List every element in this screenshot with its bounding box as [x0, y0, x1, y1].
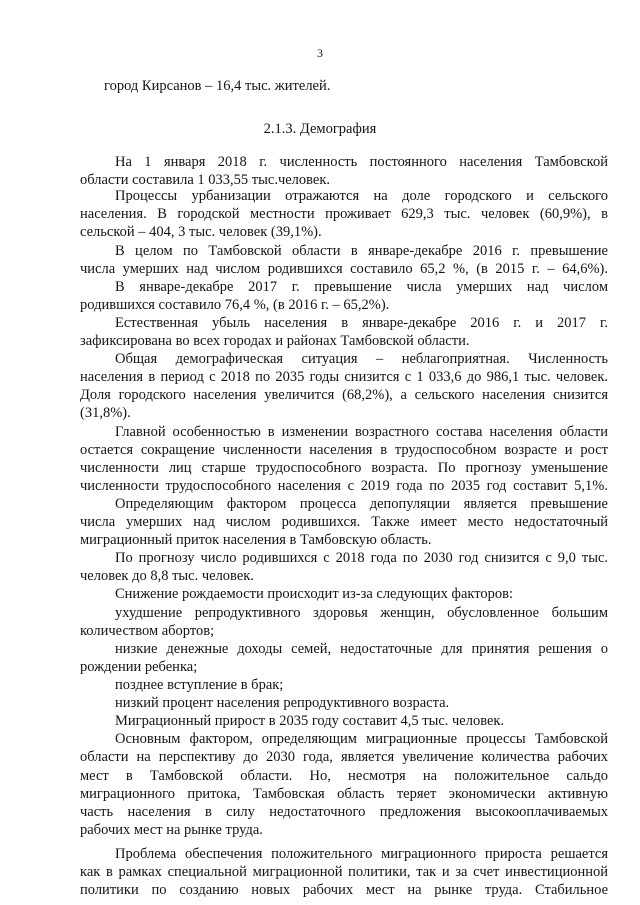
text-line: ухудшение репродуктивного здоровья женщин, обусловленное большим — [115, 605, 608, 621]
text-line: области на перспективу до 2030 года, является увеличение количества рабочих — [80, 749, 608, 765]
text-line: (31,8%). — [80, 405, 131, 421]
top-line: город Кирсанов – 16,4 тыс. жителей. — [104, 78, 331, 94]
text-line: количеством абортов; — [80, 623, 215, 639]
text-line: миграционного притока, Тамбовская область теряет экономически активную — [80, 786, 608, 802]
text-line: Главной особенностью в изменении возрастного состава населения области — [115, 424, 608, 440]
text-line: Определяющим фактором процесса депопуляции является превышение — [115, 496, 608, 512]
text-line: Естественная убыль населения в январе-декабре 2016 г. и 2017 г. — [115, 315, 608, 331]
text-line: человек до 8,8 тыс. человек. — [80, 568, 254, 584]
text-line: часть населения в силу недостаточного предложения высокооплачиваемых — [80, 804, 608, 820]
text-line: численности трудоспособного населения с 2019 года по 2035 год составит 5,1%. — [80, 478, 608, 494]
text-line: области составила 1 033,55 тыс.человек. — [80, 172, 331, 188]
text-line: позднее вступление в брак; — [115, 677, 284, 693]
text-line: числа умерших над числом родившихся составило 65,2 %, (в 2015 г. – 64,6%). — [80, 261, 608, 277]
text-line: сельской – 404, 3 тыс. человек (39,1%). — [80, 224, 322, 240]
text-line: По прогнозу число родившихся с 2018 года по 2030 год снизится с 9,0 тыс. — [115, 550, 608, 566]
text-line: Снижение рождаемости происходит из-за следующих факторов: — [115, 586, 514, 602]
text-line: миграционный приток населения в Тамбовскую область. — [80, 532, 432, 548]
section-heading: 2.1.3. Демография — [263, 121, 377, 137]
text-line: В целом по Тамбовской области в январе-декабре 2016 г. превышение — [115, 243, 608, 259]
text-line: Основным фактором, определяющим миграционные процессы Тамбовской — [115, 731, 608, 747]
text-line: Проблема обеспечения положительного миграционного прироста решается — [115, 846, 608, 862]
text-line: населения. В городской местности проживает 629,3 тыс. человек (60,9%), в — [80, 206, 608, 222]
text-line: зафиксирована во всех городах и районах Тамбовской области. — [80, 333, 470, 349]
text-line: рождении ребенка; — [80, 659, 198, 675]
text-line: родившихся составило 76,4 %, (в 2016 г. – 65,2%). — [80, 297, 390, 313]
text-line: политики по созданию новых рабочих мест на рынке труда. Стабильное — [80, 882, 608, 898]
text-line: Доля городского населения увеличится (68,2%), а сельского населения снизится — [80, 387, 608, 403]
text-line: На 1 января 2018 г. численность постоянного населения Тамбовской — [115, 154, 608, 170]
text-line: Процессы урбанизации отражаются на доле городского и сельского — [115, 188, 608, 204]
text-line: численности лиц старше трудоспособного возраста. По прогнозу уменьшение — [80, 460, 608, 476]
text-line: мест в Тамбовской области. Но, несмотря на положительное сальдо — [80, 768, 608, 784]
text-line: Общая демографическая ситуация – неблагоприятная. Численность — [115, 351, 608, 367]
text-line: низкий процент населения репродуктивного возраста. — [115, 695, 450, 711]
text-line: как в рамках специальной миграционной политики, так и за счет инвестиционной — [80, 864, 608, 880]
text-line: числа умерших над числом родившихся. Также имеет место недостаточный — [80, 514, 608, 530]
text-line: низкие денежные доходы семей, недостаточные для принятия решения о — [115, 641, 608, 657]
text-line: В январе-декабре 2017 г. превышение числа умерших над числом — [115, 279, 608, 295]
text-line: остается сокращение численности населения в трудоспособном возрасте и рост — [80, 442, 608, 458]
text-line: Миграционный прирост в 2035 году составит 4,5 тыс. человек. — [115, 713, 505, 729]
text-line: населения в период с 2018 по 2035 годы снизится с 1 033,6 до 986,1 тыс. человек. — [80, 369, 608, 385]
text-line: рабочих мест на рынке труда. — [80, 822, 263, 838]
page-number: 3 — [317, 46, 323, 60]
